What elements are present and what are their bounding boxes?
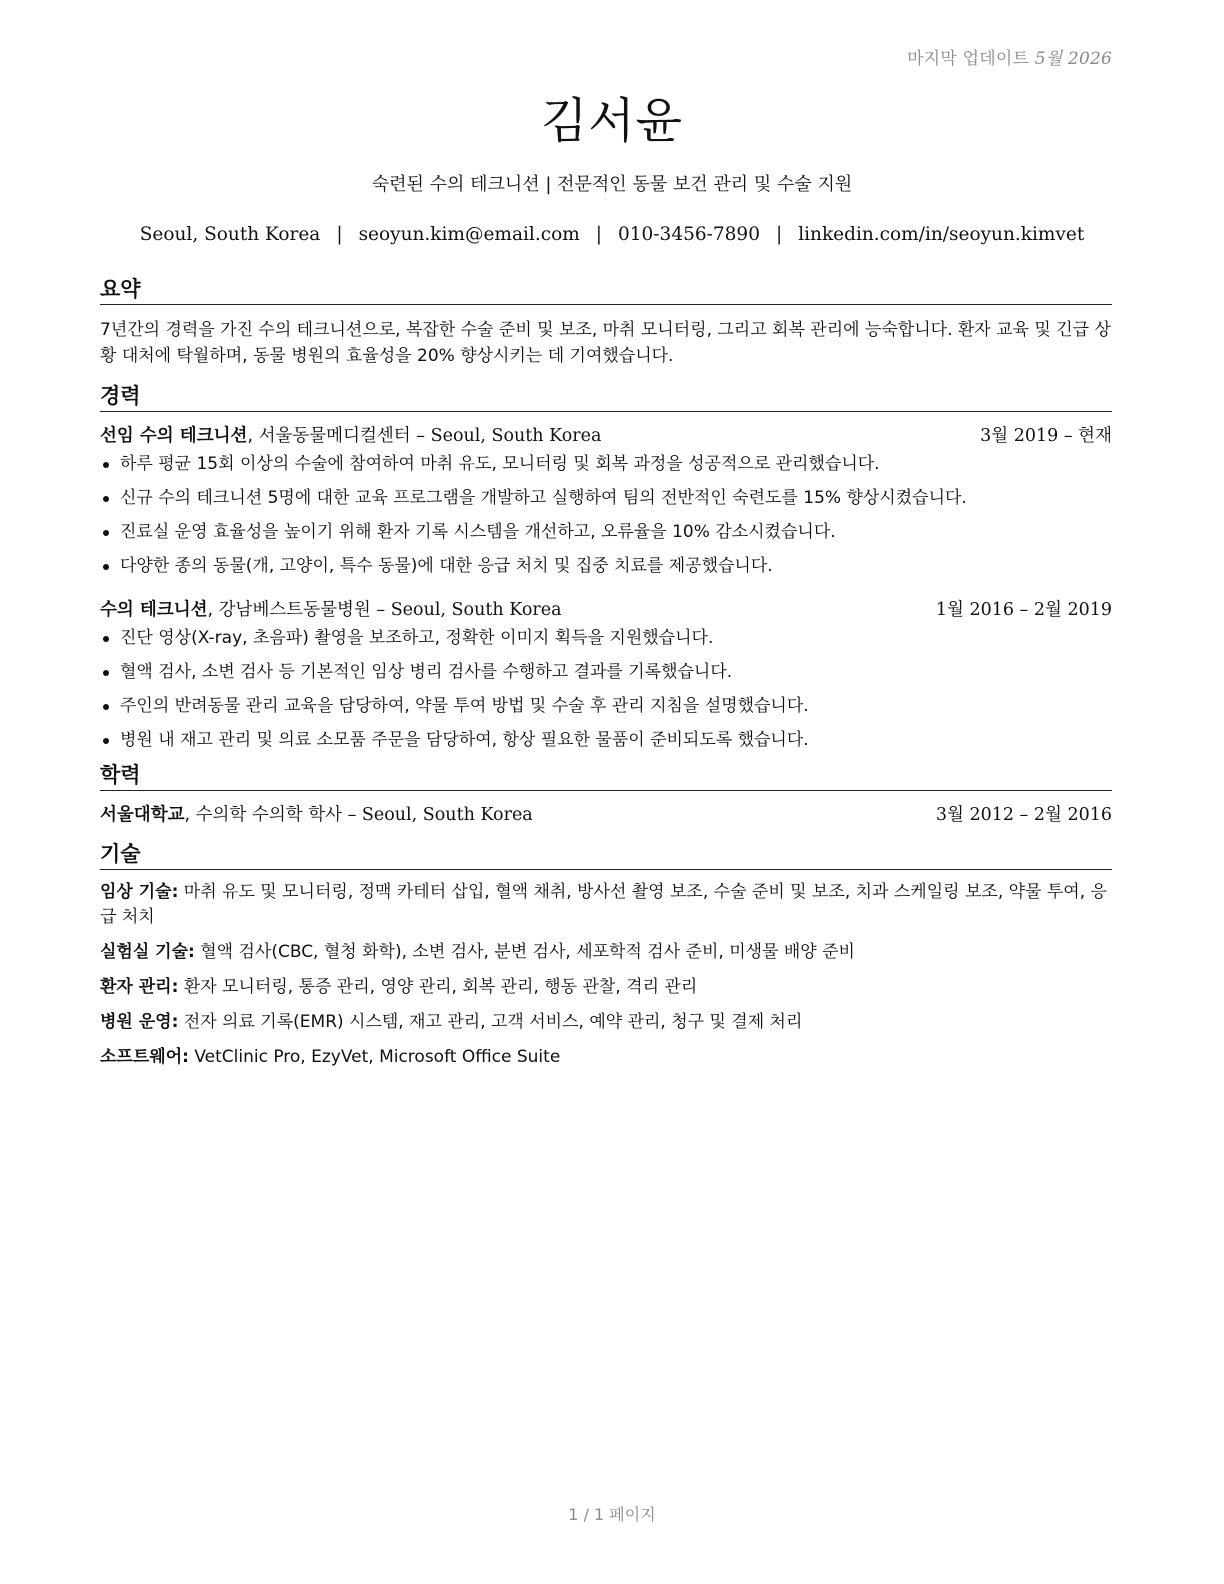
skill-text: 환자 모니터링, 통증 관리, 영양 관리, 회복 관리, 행동 관찰, 격리 관리 [178, 977, 698, 997]
skill-line [100, 1010, 1112, 1035]
job-entry [100, 424, 1112, 578]
job-header [100, 598, 1112, 622]
contact-separator: | [336, 224, 343, 245]
education-location: – Seoul, South Korea [342, 805, 533, 825]
bullet-item: 혈액 검사, 소변 검사 등 기본적인 임상 병리 검사를 수행하고 결과를 기록했습니다. [100, 660, 1112, 684]
bullet-item: 진단 영상(X-ray, 초음파) 촬영을 보조하고, 정확한 이미지 획득을 지원했습니다. [100, 626, 1112, 650]
bullet-item: 신규 수의 테크니션 5명에 대한 교육 프로그램을 개발하고 실행하여 팀의 전반적인 숙련도를 15% 향상시켰습니다. [100, 486, 1112, 510]
skill-text: VetClinic Pro, EzyVet, Microsoft Office Suite [188, 1047, 561, 1067]
skill-line [100, 1045, 1112, 1070]
bullet-item: 하루 평균 15회 이상의 수술에 참여하여 마취 유도, 모니터링 및 회복 과정을 성공적으로 관리했습니다. [100, 452, 1112, 476]
skill-line [100, 940, 1112, 965]
job-org: , 서울동물메디컬센터 [247, 426, 411, 446]
skill-text: 혈액 검사(CBC, 혈청 화학), 소변 검사, 분변 검사, 세포학적 검사 준비, 미생물 배양 준비 [194, 942, 855, 962]
bullet-item: 주인의 반려동물 관리 교육을 담당하여, 약물 투여 방법 및 수술 후 관리 지침을 설명했습니다. [100, 694, 1112, 718]
contact-location: Seoul, South Korea [139, 224, 321, 245]
job-entry [100, 598, 1112, 752]
job-org: , 강남베스트동물병원 [207, 600, 371, 620]
skill-label: 실험실 기술: [100, 942, 195, 962]
job-dates: 3월 2019 – 현재 [980, 426, 1112, 446]
job-location: – Seoul, South Korea [370, 600, 562, 620]
education-heading: 학력 [100, 762, 1112, 791]
skill-text: 마취 유도 및 모니터링, 정맥 카테터 삽입, 혈액 채취, 방사선 촬영 보조, 수술 준비 및 보조, 치과 스케일링 보조, 약물 투여, 응급 처치 [100, 882, 1107, 927]
contact-separator: | [595, 224, 602, 245]
contact-line [0, 224, 1224, 245]
bullet-item: 진료실 운영 효율성을 높이기 위해 환자 기록 시스템을 개선하고, 오류율을 10% 감소시켰습니다. [100, 520, 1112, 544]
contact-linkedin[interactable]: linkedin.com/in/seoyun.kimvet [798, 224, 1085, 245]
tagline: 숙련된 수의 테크니션 | 전문적인 동물 보건 관리 및 수술 지원 [371, 174, 853, 195]
skill-label: 임상 기술: [100, 882, 179, 902]
skill-line [100, 975, 1112, 1000]
skills-heading: 기술 [100, 841, 1112, 870]
summary-heading: 요약 [100, 276, 1112, 305]
education-entry [100, 803, 1112, 827]
contact-phone: 010-3456-7890 [617, 224, 760, 245]
contact-email[interactable]: seoyun.kim@email.com [358, 224, 580, 245]
job-bullets [100, 626, 1112, 752]
education-degree: , 수의학 수의학 학사 [184, 805, 343, 825]
education-dates: 3월 2012 – 2월 2016 [935, 805, 1112, 825]
job-role: 선임 수의 테크니션 [100, 426, 248, 446]
summary-text: 7년간의 경력을 가진 수의 테크니션으로, 복잡한 수술 준비 및 보조, 마취 모니터링, 그리고 회복 관리에 능숙합니다. 환자 교육 및 긴급 상황 대처에 탁월하며, 동물 병원의 효율성을 20% 향상시키는 데 기여했습니다. [100, 320, 1111, 366]
contact-separator: | [775, 224, 783, 245]
education-school: 서울대학교 [100, 805, 185, 825]
bullet-item: 다양한 종의 동물(개, 고양이, 특수 동물)에 대한 응급 처치 및 집중 치료를 제공했습니다. [100, 554, 1112, 578]
resume-body [100, 276, 1112, 1070]
experience-heading: 경력 [100, 383, 1112, 412]
job-header [100, 424, 1112, 448]
last-updated [907, 44, 1112, 69]
job-location: – Seoul, South Korea [410, 426, 602, 446]
skill-label: 소프트웨어: [100, 1047, 189, 1067]
skill-line [100, 880, 1112, 930]
skill-text: 전자 의료 기록(EMR) 시스템, 재고 관리, 고객 서비스, 예약 관리, 청구 및 결제 처리 [178, 1012, 803, 1032]
page-indicator: 1 / 1 페이지 [568, 1505, 656, 1524]
job-role: 수의 테크니션 [100, 600, 208, 620]
last-updated-date: 5월 2026 [1034, 49, 1112, 69]
bullet-item: 병원 내 재고 관리 및 의료 소모품 주문을 담당하여, 항상 필요한 물품이 준비되도록 했습니다. [100, 728, 1112, 752]
job-dates: 1월 2016 – 2월 2019 [935, 600, 1112, 620]
last-updated-label: 마지막 업데이트 [907, 49, 1030, 69]
candidate-name: 김서윤 [540, 93, 684, 149]
job-bullets [100, 452, 1112, 578]
skill-label: 환자 관리: [100, 977, 179, 997]
skill-label: 병원 운영: [100, 1012, 179, 1032]
